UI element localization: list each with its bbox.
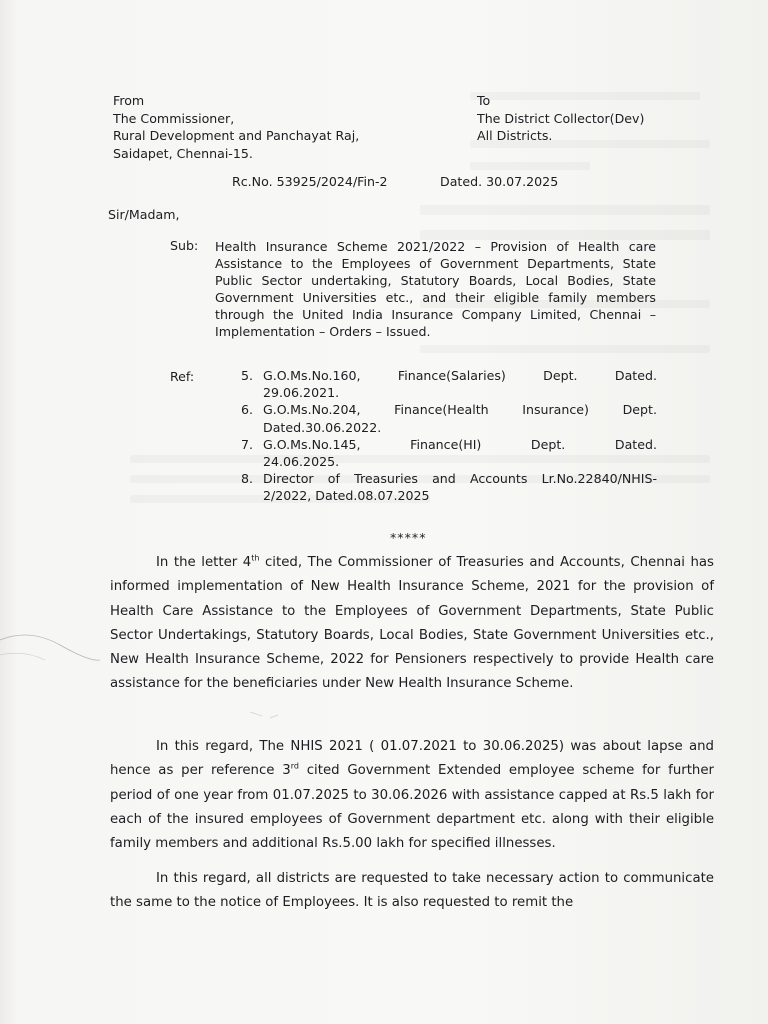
paragraph-text: In this regard, all districts are requested to take necessary action to communicate the same to the notice of Employees. It is also requested to remit the — [110, 871, 714, 911]
paragraph-text: In this regard, The NHIS 2021 ( 01.07.2021 to 30.06.2025) was about lapse and hence as per reference 3 — [110, 739, 714, 779]
reference-item — [241, 470, 657, 504]
reference-item — [241, 401, 657, 435]
recipient-address — [477, 92, 644, 145]
subject-label: Sub: — [170, 238, 199, 253]
paragraph-text: cited, The Commissioner of Treasuries and Accounts, Chennai has informed implementation of New Health Insurance Scheme, 2021 for the provision of Health Care Assistance to the Employees of Government Departments, State Public Sector Undertakings, Statutory Boards, Local Bodies, State Government Universities etc., New Health Insurance Scheme, 2022 for Pensioners respectively to provide Health care assistance for the beneficiaries under New Health Insurance Scheme. — [110, 555, 714, 692]
reference-number-label: 5. — [241, 368, 254, 383]
reference-text-line: G.O.Ms.No.160, Finance(Salaries) Dept. Dated. — [263, 368, 657, 383]
sender-line-3: Saidapet, Chennai-15. — [113, 145, 253, 161]
references-label: Ref: — [170, 369, 195, 384]
reference-text-line: 2/2022, Dated.08.07.2025 — [263, 488, 430, 504]
body-paragraph-3 — [110, 867, 714, 916]
to-label: To — [477, 93, 491, 108]
references-list — [241, 367, 657, 505]
reference-number-label: 7. — [241, 436, 254, 452]
reference-number-label: 6. — [241, 402, 254, 418]
reference-text-line: G.O.Ms.No.204, Finance(Health Insurance) Dept. — [263, 402, 657, 418]
from-label: From — [113, 93, 145, 108]
ordinal-suffix: th — [251, 553, 260, 563]
paragraph-text: In the letter 4 — [156, 555, 252, 570]
reference-text-line: Dated.30.06.2022. — [263, 419, 382, 435]
ordinal-suffix: rd — [290, 761, 299, 771]
letter-date: Dated. 30.07.2025 — [440, 174, 559, 189]
section-separator: ***** — [390, 530, 427, 545]
sender-line-2: Rural Development and Panchayat Raj, — [113, 128, 360, 143]
subject-text: Health Insurance Scheme 2021/2022 – Provision of Health care Assistance to the Employees of Government Departments, State Public Sector undertaking, Statutory Boards, Local Bodies, State Government Universities etc., and their eligible family members through the United India Insurance Company Limited, Chennai – Implementation – Orders – Issued. — [215, 239, 656, 339]
reference-item — [241, 367, 657, 401]
salutation: Sir/Madam, — [108, 207, 180, 222]
reference-item — [241, 436, 657, 470]
recipient-line-1: The District Collector(Dev) — [477, 110, 645, 126]
reference-number: Rc.No. 53925/2024/Fin-2 — [232, 174, 388, 189]
reference-number-label: 8. — [241, 471, 254, 487]
body-paragraph-2 — [110, 735, 714, 856]
reference-text-line: Director of Treasuries and Accounts Lr.No.22840/NHIS- — [263, 471, 657, 487]
reference-text-line: 24.06.2025. — [263, 454, 340, 470]
body-paragraph-1 — [110, 551, 714, 697]
recipient-line-2: All Districts. — [477, 128, 553, 143]
reference-text-line: G.O.Ms.No.145, Finance(HI) Dept. Dated. — [263, 436, 657, 452]
sender-line-1: The Commissioner, — [113, 110, 235, 126]
reference-text-line: 29.06.2021. — [263, 385, 340, 401]
paragraph-text: cited Government Extended employee scheme for further period of one year from 01.07.2025 to 30.06.2026 with assistance capped at Rs.5 lakh for each of the insured employees of Government department etc. along with their eligible family members and additional Rs.5.00 lakh for specified illnesses. — [110, 763, 714, 852]
sender-address — [113, 92, 359, 162]
